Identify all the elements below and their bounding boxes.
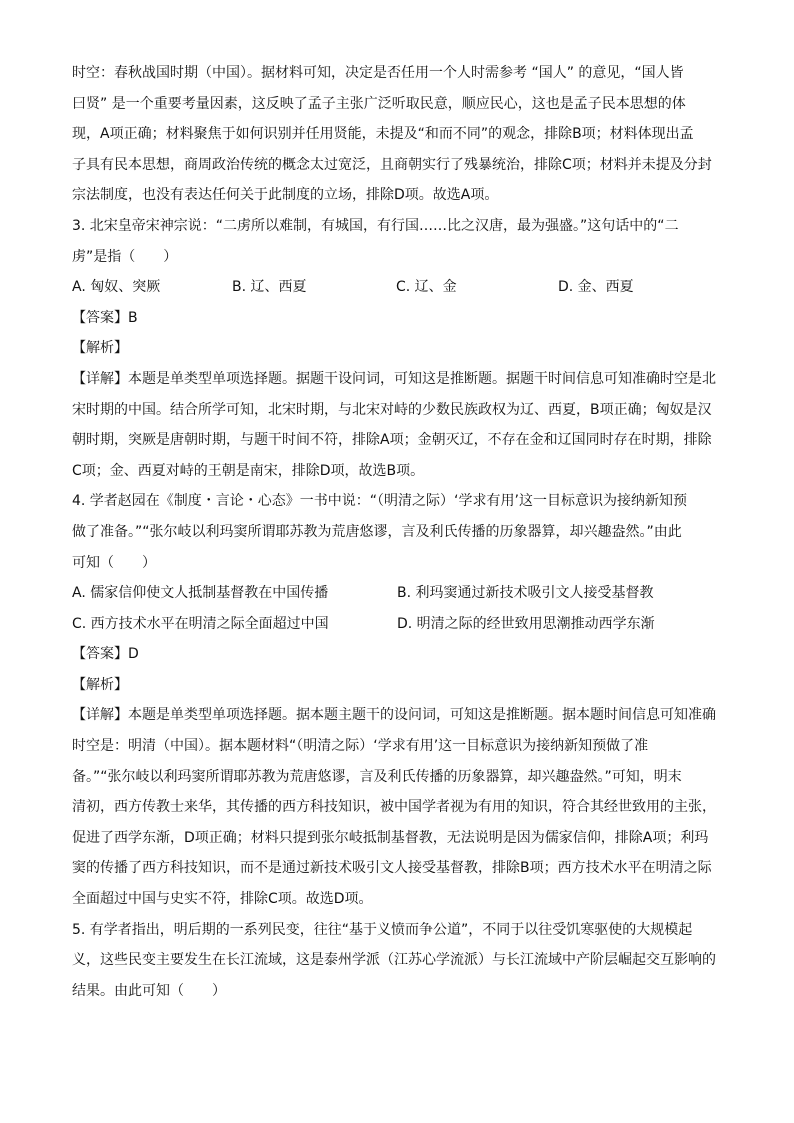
answer-label: 【答案】B bbox=[72, 309, 138, 326]
question-stem: 5. 有学者指出，明后期的一系列民变，往往“基于义愤而争公道”，不同于以往受饥寒驱使的大规模起 bbox=[72, 921, 693, 938]
question-stem: 虏”是指（ ） bbox=[72, 248, 178, 265]
text-line: C项；金、西夏对峙的王朝是南宋，排除D项，故选B项。 bbox=[72, 462, 425, 479]
option-c: C. 辽、金 bbox=[396, 279, 457, 296]
question-3 bbox=[72, 211, 722, 486]
text-line: 朝时期，突厥是唐朝时期，与题干时间不符，排除A项；金朝灭辽，不存在金和辽国同时存在时期，排除 bbox=[72, 432, 712, 449]
options-row bbox=[72, 609, 722, 640]
question-4 bbox=[72, 486, 722, 914]
option-c: C. 西方技术水平在明清之际全面超过中国 bbox=[72, 615, 329, 632]
option-a: A. 匈奴、突厥 bbox=[72, 279, 161, 296]
text-line: 宋时期的中国。结合所学可知，北宋时期，与北宋对峙的少数民族政权为辽、西夏，B项正确；匈奴是汉 bbox=[72, 401, 712, 418]
question-stem: 做了准备。”“张尔岐以利玛窦所谓耶苏教为荒唐悠谬，言及利氏传播的历象器算，却兴趣盎然。”由此 bbox=[72, 523, 682, 540]
question-stem: 义，这些民变主要发生在长江流域，这是泰州学派（江苏心学流派）与长江流域中产阶层崛起交互影响的 bbox=[72, 952, 716, 969]
answer-label: 【答案】D bbox=[72, 646, 139, 663]
text-line: 【详解】本题是单类型单项选择题。据本题主题干的设问词，可知这是推断题。据本题时间信息可知准确 bbox=[72, 707, 716, 724]
analysis-label: 【解析】 bbox=[72, 676, 128, 693]
text-line: 促进了西学东渐，D项正确；材料只提到张尔岐抵制基督教，无法说明是因为儒家信仰，排除A项；利玛 bbox=[72, 829, 709, 846]
text-line: 时空是：明清（中国）。据本题材料“（明清之际）‘学求有用’这一目标意识为接纳新知预做了准 bbox=[72, 738, 649, 755]
options-row bbox=[72, 272, 722, 303]
text-line: 全面超过中国与史实不符，排除C项。故选D项。 bbox=[72, 891, 373, 908]
q2-explanation bbox=[72, 58, 722, 211]
option-b: B. 辽、西夏 bbox=[232, 279, 307, 296]
option-a: A. 儒家信仰使文人抵制基督教在中国传播 bbox=[72, 585, 329, 602]
option-b: B. 利玛窦通过新技术吸引文人接受基督教 bbox=[397, 585, 654, 602]
question-stem: 4. 学者赵园在《制度・言论・心态》一书中说：“（明清之际）‘学求有用’这一目标意识为接纳新知预 bbox=[72, 493, 687, 510]
analysis-label: 【解析】 bbox=[72, 340, 128, 357]
option-d: D. 明清之际的经世致用思潮推动西学东渐 bbox=[397, 615, 655, 632]
text-line: 宗法制度，也没有表达任何关于此制度的立场，排除D项。故选A项。 bbox=[72, 187, 499, 204]
options-row bbox=[72, 578, 722, 609]
text-line: 子具有民本思想，商周政治传统的概念太过宽泛，且商朝实行了残暴统治，排除C项；材料并未提及分封 bbox=[72, 156, 712, 173]
text-line: 【详解】本题是单类型单项选择题。据题干设问词，可知这是推断题。据题干时间信息可知准确时空是北 bbox=[72, 370, 716, 387]
document-content bbox=[72, 58, 722, 1006]
text-line: 窦的传播了西方科技知识，而不是通过新技术吸引文人接受基督教，排除B项；西方技术水平在明清之际 bbox=[72, 860, 712, 877]
question-5 bbox=[72, 915, 722, 1007]
text-line: 时空：春秋战国时期（中国）。据材料可知，决定是否任用一个人时需参考 “国人” 的意见，“国人皆 bbox=[72, 65, 684, 81]
text-line: 曰贤” 是一个重要考量因素，这反映了孟子主张广泛听取民意，顺应民心，这也是孟子民本思想的体 bbox=[72, 95, 686, 112]
option-d: D. 金、西夏 bbox=[558, 279, 634, 296]
text-line: 现，A项正确；材料聚焦于如何识别并任用贤能，未提及“和而不同”的观念，排除B项；材料体现出孟 bbox=[72, 126, 694, 143]
question-stem: 可知（ ） bbox=[72, 554, 156, 571]
text-line: 备。”“张尔岐以利玛窦所谓耶苏教为荒唐悠谬，言及利氏传播的历象器算，却兴趣盎然。”可知，明末 bbox=[72, 768, 682, 785]
question-stem: 结果。由此可知（ ） bbox=[72, 982, 226, 999]
question-stem: 3. 北宋皇帝宋神宗说：“二虏所以难制，有城国，有行国……比之汉唐，最为强盛。”这句话中的“二 bbox=[72, 217, 679, 234]
text-line: 清初，西方传教士来华，其传播的西方科技知识，被中国学者视为有用的知识，符合其经世致用的主张， bbox=[72, 799, 716, 816]
